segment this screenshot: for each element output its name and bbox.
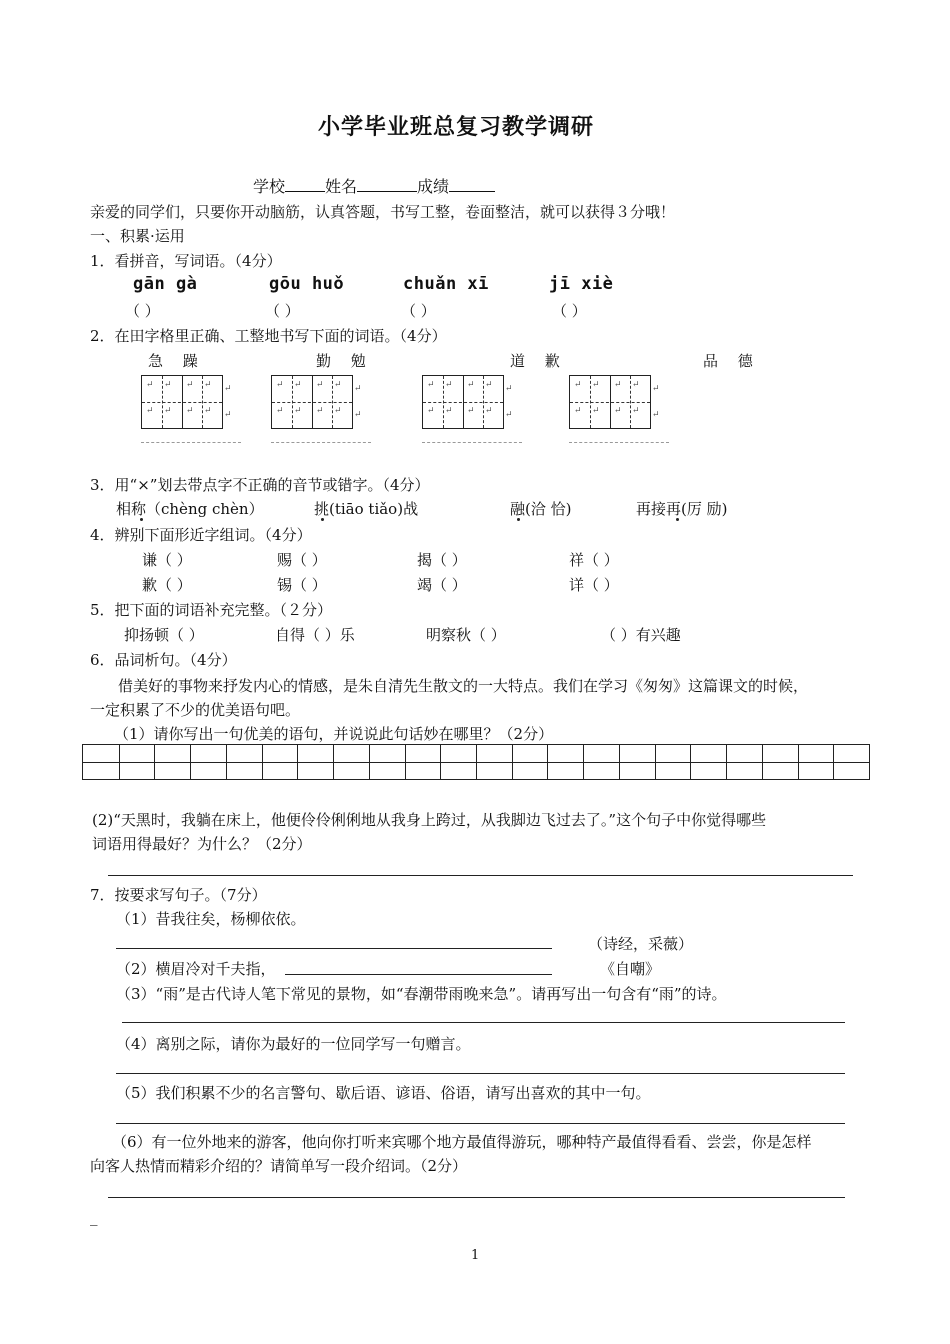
return-mark-icon: ↵ <box>204 380 212 390</box>
score-label: 成绩 <box>417 177 450 196</box>
school-blank[interactable] <box>285 177 325 192</box>
q2-label: 2．在田字格里正确、工整地书写下面的词语。（4分） <box>90 327 447 345</box>
info-line <box>253 174 495 197</box>
pinyin-1: gān gà <box>133 274 198 294</box>
return-mark-icon: ↵ <box>276 380 284 390</box>
answer-line[interactable] <box>116 1073 845 1074</box>
q7-s1: （1）昔我往矣，杨柳依依。 <box>116 910 306 928</box>
q4-r1-4: 祥（ ） <box>569 551 619 569</box>
return-mark-icon: ↵ <box>632 380 640 390</box>
emphasis-dot <box>517 518 520 521</box>
name-blank[interactable] <box>357 177 417 192</box>
return-mark-icon: ↵ <box>204 406 212 416</box>
return-mark-icon: ↵ <box>467 380 475 390</box>
return-mark-icon: ↵ <box>334 380 342 390</box>
page-number: 1 <box>471 1248 480 1263</box>
return-mark-icon: ↵ <box>592 406 600 416</box>
q5-item-4: （ ）有兴趣 <box>601 626 681 644</box>
school-label: 学校 <box>253 177 286 196</box>
q4-r2-2: 锡（ ） <box>277 576 327 594</box>
grid-cell-divider <box>512 745 513 779</box>
word-2: 勤 勉 <box>316 352 366 370</box>
q7-label: 7．按要求写句子。（7分） <box>90 886 267 904</box>
grid-cell-divider <box>547 745 548 779</box>
grid-cell-divider <box>297 745 298 779</box>
grid-cell-divider <box>476 745 477 779</box>
tian-grid-3[interactable] <box>422 375 513 429</box>
tian-grid-2[interactable] <box>271 375 362 429</box>
return-mark-icon: ↵ <box>334 406 342 416</box>
return-mark-icon: ↵ <box>294 380 302 390</box>
pinyin-3: chuǎn xī <box>403 274 489 294</box>
return-mark-icon: ↵ <box>592 380 600 390</box>
return-mark-icon: ↵ <box>164 380 172 390</box>
q5-item-2: 自得（ ）乐 <box>275 626 355 644</box>
answer-line[interactable] <box>285 974 552 975</box>
return-mark-icon: ↵ <box>614 380 622 390</box>
answer-line[interactable] <box>116 948 552 949</box>
q7-s4: （4）离别之际，请你为最好的一位同学写一句赠言。 <box>116 1035 471 1053</box>
return-mark-icon: ↵ <box>614 406 622 416</box>
return-mark-icon: ↵ <box>186 380 194 390</box>
grid-cell-divider <box>690 745 691 779</box>
grid-divider-1 <box>141 442 241 443</box>
answer-bracket-3[interactable]: （ ） <box>401 302 436 320</box>
grid-cell-divider <box>154 745 155 779</box>
emphasis-dot <box>140 518 143 521</box>
grid-cell-divider <box>619 745 620 779</box>
answer-bracket-2[interactable]: （ ） <box>265 302 300 320</box>
return-mark-icon: ↵ <box>146 406 154 416</box>
answer-bracket-1[interactable]: （ ） <box>125 302 160 320</box>
q4-r1-1: 谦（ ） <box>142 551 192 569</box>
q3-item-2: 挑(tiāo tiǎo)战 <box>314 500 419 518</box>
stray-mark: _ <box>90 1208 98 1226</box>
q6-label: 6．品词析句。（4分） <box>90 651 237 669</box>
return-mark-icon: ↵ <box>427 406 435 416</box>
grid-cell-divider <box>833 745 834 779</box>
section-heading-1: 一、积累·运用 <box>90 227 185 245</box>
grid-cell-divider <box>190 745 191 779</box>
grid-divider-2 <box>271 442 371 443</box>
writing-grid[interactable] <box>82 744 870 780</box>
q4-r2-3: 竭（ ） <box>417 576 467 594</box>
grid-cell-divider <box>762 745 763 779</box>
return-mark-icon: ↵ <box>574 380 582 390</box>
grid-cell-divider <box>798 745 799 779</box>
return-mark-icon: ↵ <box>316 380 324 390</box>
return-mark-icon: ↵ <box>445 406 453 416</box>
q7-s2-source: 《自嘲》 <box>600 960 661 978</box>
return-mark-icon: ↵ <box>632 406 640 416</box>
q6-paragraph-line1: 借美好的事物来抒发内心的情感，是朱自清先生散文的一大特点。我们在学习《匆匆》这篇课文的时候， <box>118 677 809 695</box>
q5-label: 5．把下面的词语补充完整。（２分） <box>90 601 333 619</box>
q4-r2-4: 详（ ） <box>569 576 619 594</box>
answer-line[interactable] <box>122 1022 845 1023</box>
q6-sub1: （1）请你写出一句优美的语句，并说说此句话妙在哪里？（2分） <box>114 725 554 743</box>
page-title: 小学毕业班总复习教学调研 <box>318 114 595 140</box>
intro-text: 亲爱的同学们，只要你开动脑筋，认真答题，书写工整，卷面整洁，就可以获得３分哦！ <box>90 203 676 221</box>
q3-item-4: 再接再(厉 励) <box>636 500 728 518</box>
return-mark-icon: ↵ <box>652 384 660 394</box>
q5-item-1: 抑扬顿（ ） <box>124 626 204 644</box>
return-mark-icon: ↵ <box>276 406 284 416</box>
q7-s6-line1: （6）有一位外地来的游客，他向你打听来宾哪个地方最值得游玩，哪种特产最值得看看、尝尝，你是怎样 <box>112 1133 812 1151</box>
q3-label: 3．用“×”划去带点字不正确的音节或错字。（4分） <box>90 476 430 494</box>
return-mark-icon: ↵ <box>652 410 660 420</box>
q6-sub2-line2: 词语用得最好？为什么？（2分） <box>92 835 312 853</box>
emphasis-dot <box>676 518 679 521</box>
q7-s2: （2）横眉冷对千夫指， <box>116 960 276 978</box>
pinyin-2: gōu huǒ <box>269 274 345 294</box>
return-mark-icon: ↵ <box>316 406 324 416</box>
grid-cell-divider <box>583 745 584 779</box>
pinyin-4: jī xiè <box>549 274 614 294</box>
return-mark-icon: ↵ <box>186 406 194 416</box>
q4-label: 4．辨别下面形近字组词。（4分） <box>90 526 312 544</box>
answer-bracket-4[interactable]: （ ） <box>552 302 587 320</box>
answer-line[interactable] <box>108 875 853 876</box>
tian-grid-1[interactable] <box>141 375 232 429</box>
return-mark-icon: ↵ <box>505 410 513 420</box>
grid-cell-divider <box>726 745 727 779</box>
return-mark-icon: ↵ <box>224 384 232 394</box>
answer-line[interactable] <box>108 1197 845 1198</box>
q4-r1-3: 揭（ ） <box>417 551 467 569</box>
q7-s5: （5）我们积累不少的名言警句、歇后语、谚语、俗语，请写出喜欢的其中一句。 <box>116 1084 651 1102</box>
grid-divider-4 <box>569 442 669 443</box>
return-mark-icon: ↵ <box>354 410 362 420</box>
q4-r1-2: 赐（ ） <box>277 551 327 569</box>
return-mark-icon: ↵ <box>505 384 513 394</box>
q7-s1-source: （诗经，采薇） <box>588 935 694 953</box>
return-mark-icon: ↵ <box>164 406 172 416</box>
return-mark-icon: ↵ <box>146 380 154 390</box>
return-mark-icon: ↵ <box>427 380 435 390</box>
word-4: 品 德 <box>703 352 753 370</box>
grid-cell-divider <box>119 745 120 779</box>
return-mark-icon: ↵ <box>354 384 362 394</box>
return-mark-icon: ↵ <box>224 410 232 420</box>
return-mark-icon: ↵ <box>467 406 475 416</box>
q4-r2-1: 歉（ ） <box>142 576 192 594</box>
name-label: 姓名 <box>325 177 358 196</box>
return-mark-icon: ↵ <box>485 380 493 390</box>
q7-s6-line2: 向客人热情而精彩介绍的？请简单写一段介绍词。（2分） <box>90 1157 468 1175</box>
answer-line[interactable] <box>116 1123 845 1124</box>
grid-cell-divider <box>369 745 370 779</box>
word-1: 急 躁 <box>148 352 198 370</box>
grid-cell-divider <box>440 745 441 779</box>
grid-cell-divider <box>405 745 406 779</box>
return-mark-icon: ↵ <box>294 406 302 416</box>
q3-item-1: 相称（chèng chèn） <box>116 500 264 518</box>
grid-cell-divider <box>655 745 656 779</box>
emphasis-dot <box>321 518 324 521</box>
score-blank[interactable] <box>449 177 495 192</box>
return-mark-icon: ↵ <box>574 406 582 416</box>
grid-divider-3 <box>422 442 522 443</box>
q6-paragraph-line2: 一定积累了不少的优美语句吧。 <box>90 701 301 719</box>
q1-label: 1．看拼音，写词语。（4分） <box>90 252 282 270</box>
grid-cell-divider <box>333 745 334 779</box>
word-3: 道 歉 <box>510 352 560 370</box>
tian-grid-4[interactable] <box>569 375 660 429</box>
grid-cell-divider <box>226 745 227 779</box>
grid-cell-divider <box>262 745 263 779</box>
q7-s3: （3）“雨”是古代诗人笔下常见的景物，如“春潮带雨晚来急”。请再写出一句含有“雨”的诗。 <box>116 985 727 1003</box>
q6-sub2-line1: (2)“天黑时，我躺在床上，他便伶伶俐俐地从我身上跨过，从我脚边飞过去了。”这个句子中你觉得哪些 <box>92 811 767 829</box>
return-mark-icon: ↵ <box>485 406 493 416</box>
q3-item-3: 融(洽 恰) <box>510 500 572 518</box>
return-mark-icon: ↵ <box>445 380 453 390</box>
q5-item-3: 明察秋（ ） <box>426 626 506 644</box>
